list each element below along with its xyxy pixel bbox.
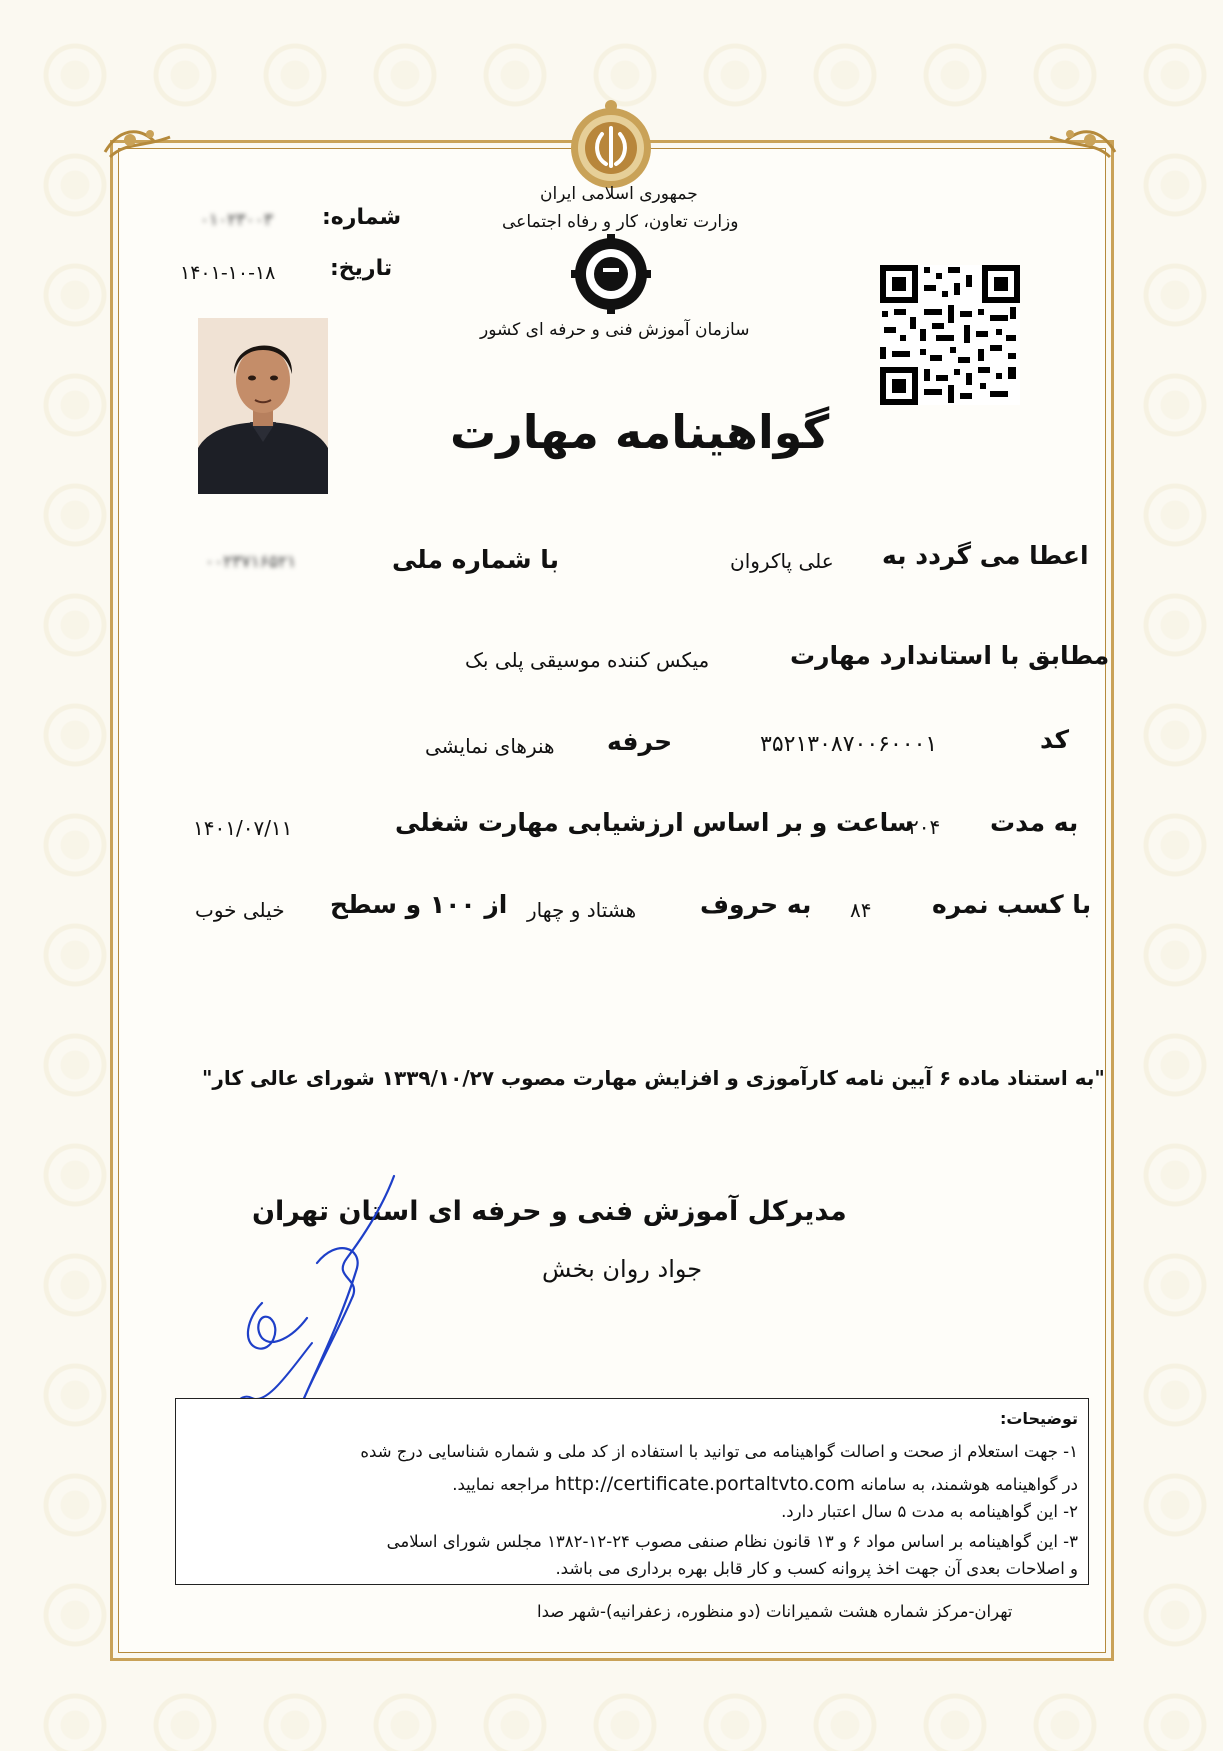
iran-emblem-icon — [566, 100, 656, 192]
ministry-name: وزارت تعاون، کار و رفاه اجتماعی — [502, 212, 739, 232]
notes-heading: توضیحات: — [999, 1409, 1078, 1428]
words-label: به حروف — [700, 890, 812, 919]
duration-label: به مدت — [990, 808, 1079, 837]
number-value: ۰۱۰۲۳۰۰۳ — [200, 210, 274, 230]
out-of-label: از ۱۰۰ و سطح — [330, 890, 508, 919]
national-id-value: ۰۰۲۳۷۱۶۵۲۱ — [205, 552, 297, 572]
score-label: با کسب نمره — [932, 890, 1092, 919]
level-value: خیلی خوب — [195, 898, 285, 922]
standard-value: میکس کننده موسیقی پلی بک — [465, 648, 710, 672]
profession-label: حرفه — [607, 727, 673, 756]
assessment-date: ۱۴۰۱/۰۷/۱۱ — [193, 816, 293, 840]
notes-line-3: ۲- این گواهینامه به مدت ۵ سال اعتبار دارد. — [781, 1502, 1078, 1521]
legal-statement: "به استناد ماده ۶ آیین نامه کارآموزی و افزایش مهارت مصوب ۱۳۳۹/۱۰/۲۷ شورای عالی کار" — [202, 1066, 1105, 1090]
organization-name: سازمان آموزش فنی و حرفه ای کشور — [480, 320, 750, 340]
date-label: تاریخ: — [330, 256, 393, 281]
notes-line-5: و اصلاحات بعدی آن جهت اخذ پروانه کسب و کار قابل بهره برداری می باشد. — [555, 1559, 1078, 1578]
standard-label: مطابق با استاندارد مهارت — [790, 641, 1110, 670]
national-id-label: با شماره ملی — [392, 545, 560, 574]
corner-ornament-top-right — [1040, 122, 1120, 168]
number-label: شماره: — [322, 205, 402, 230]
certificate-portal-link[interactable]: http://certificate.portaltvto.com — [554, 1473, 855, 1495]
footer-address: تهران-مرکز شماره هشت شمیرانات (دو منظوره، زعفرانیه)-شهر صدا — [537, 1602, 1013, 1621]
notes-line-2-start: در گواهینامه هوشمند، به سامانه — [860, 1475, 1078, 1494]
recipient-name: علی پاکروان — [730, 549, 834, 573]
code-value: ۳۵۲۱۳۰۸۷۰۰۶۰۰۰۱ — [760, 732, 938, 757]
notes-line-2-end: مراجعه نمایید. — [452, 1475, 550, 1494]
certificate-title: گواهینامه مهارت — [450, 405, 830, 459]
tvto-logo-icon — [563, 234, 659, 314]
words-value: هشتاد و چهار — [527, 898, 637, 922]
score-value: ۸۴ — [850, 898, 872, 922]
code-label: کد — [1040, 725, 1069, 754]
notes-line-1: ۱- جهت استعلام از صحت و اصالت گواهینامه می توانید با استفاده از کد ملی و شماره شناسایی درج شده — [360, 1442, 1078, 1461]
notes-line-4: ۳- این گواهینامه بر اساس مواد ۶ و ۱۳ قانون نظام صنفی مصوب ۲۴-۱۲-۱۳۸۲ مجلس شورای اسلامی — [386, 1532, 1078, 1551]
corner-ornament-top-left — [100, 122, 180, 168]
qr-code — [880, 265, 1020, 405]
handwritten-signature — [212, 1168, 412, 1428]
date-value: ۱۴۰۱-۱۰-۱۸ — [180, 262, 276, 284]
duration-value: ۲۰۴ — [908, 815, 941, 839]
recipient-photo — [198, 318, 328, 494]
awarded-label: اعطا می گردد به — [882, 541, 1089, 570]
signatory-name: جواد روان بخش — [542, 1255, 703, 1283]
profession-value: هنرهای نمایشی — [425, 734, 555, 758]
notes-box — [175, 1398, 1089, 1585]
notes-line-2 — [452, 1473, 1078, 1495]
signatory-title: مدیرکل آموزش فنی و حرفه ای استان تهران — [252, 1196, 847, 1227]
country-name: جمهوری اسلامی ایران — [540, 184, 698, 204]
assessment-label: ساعت و بر اساس ارزشیابی مهارت شغلی — [395, 808, 914, 837]
